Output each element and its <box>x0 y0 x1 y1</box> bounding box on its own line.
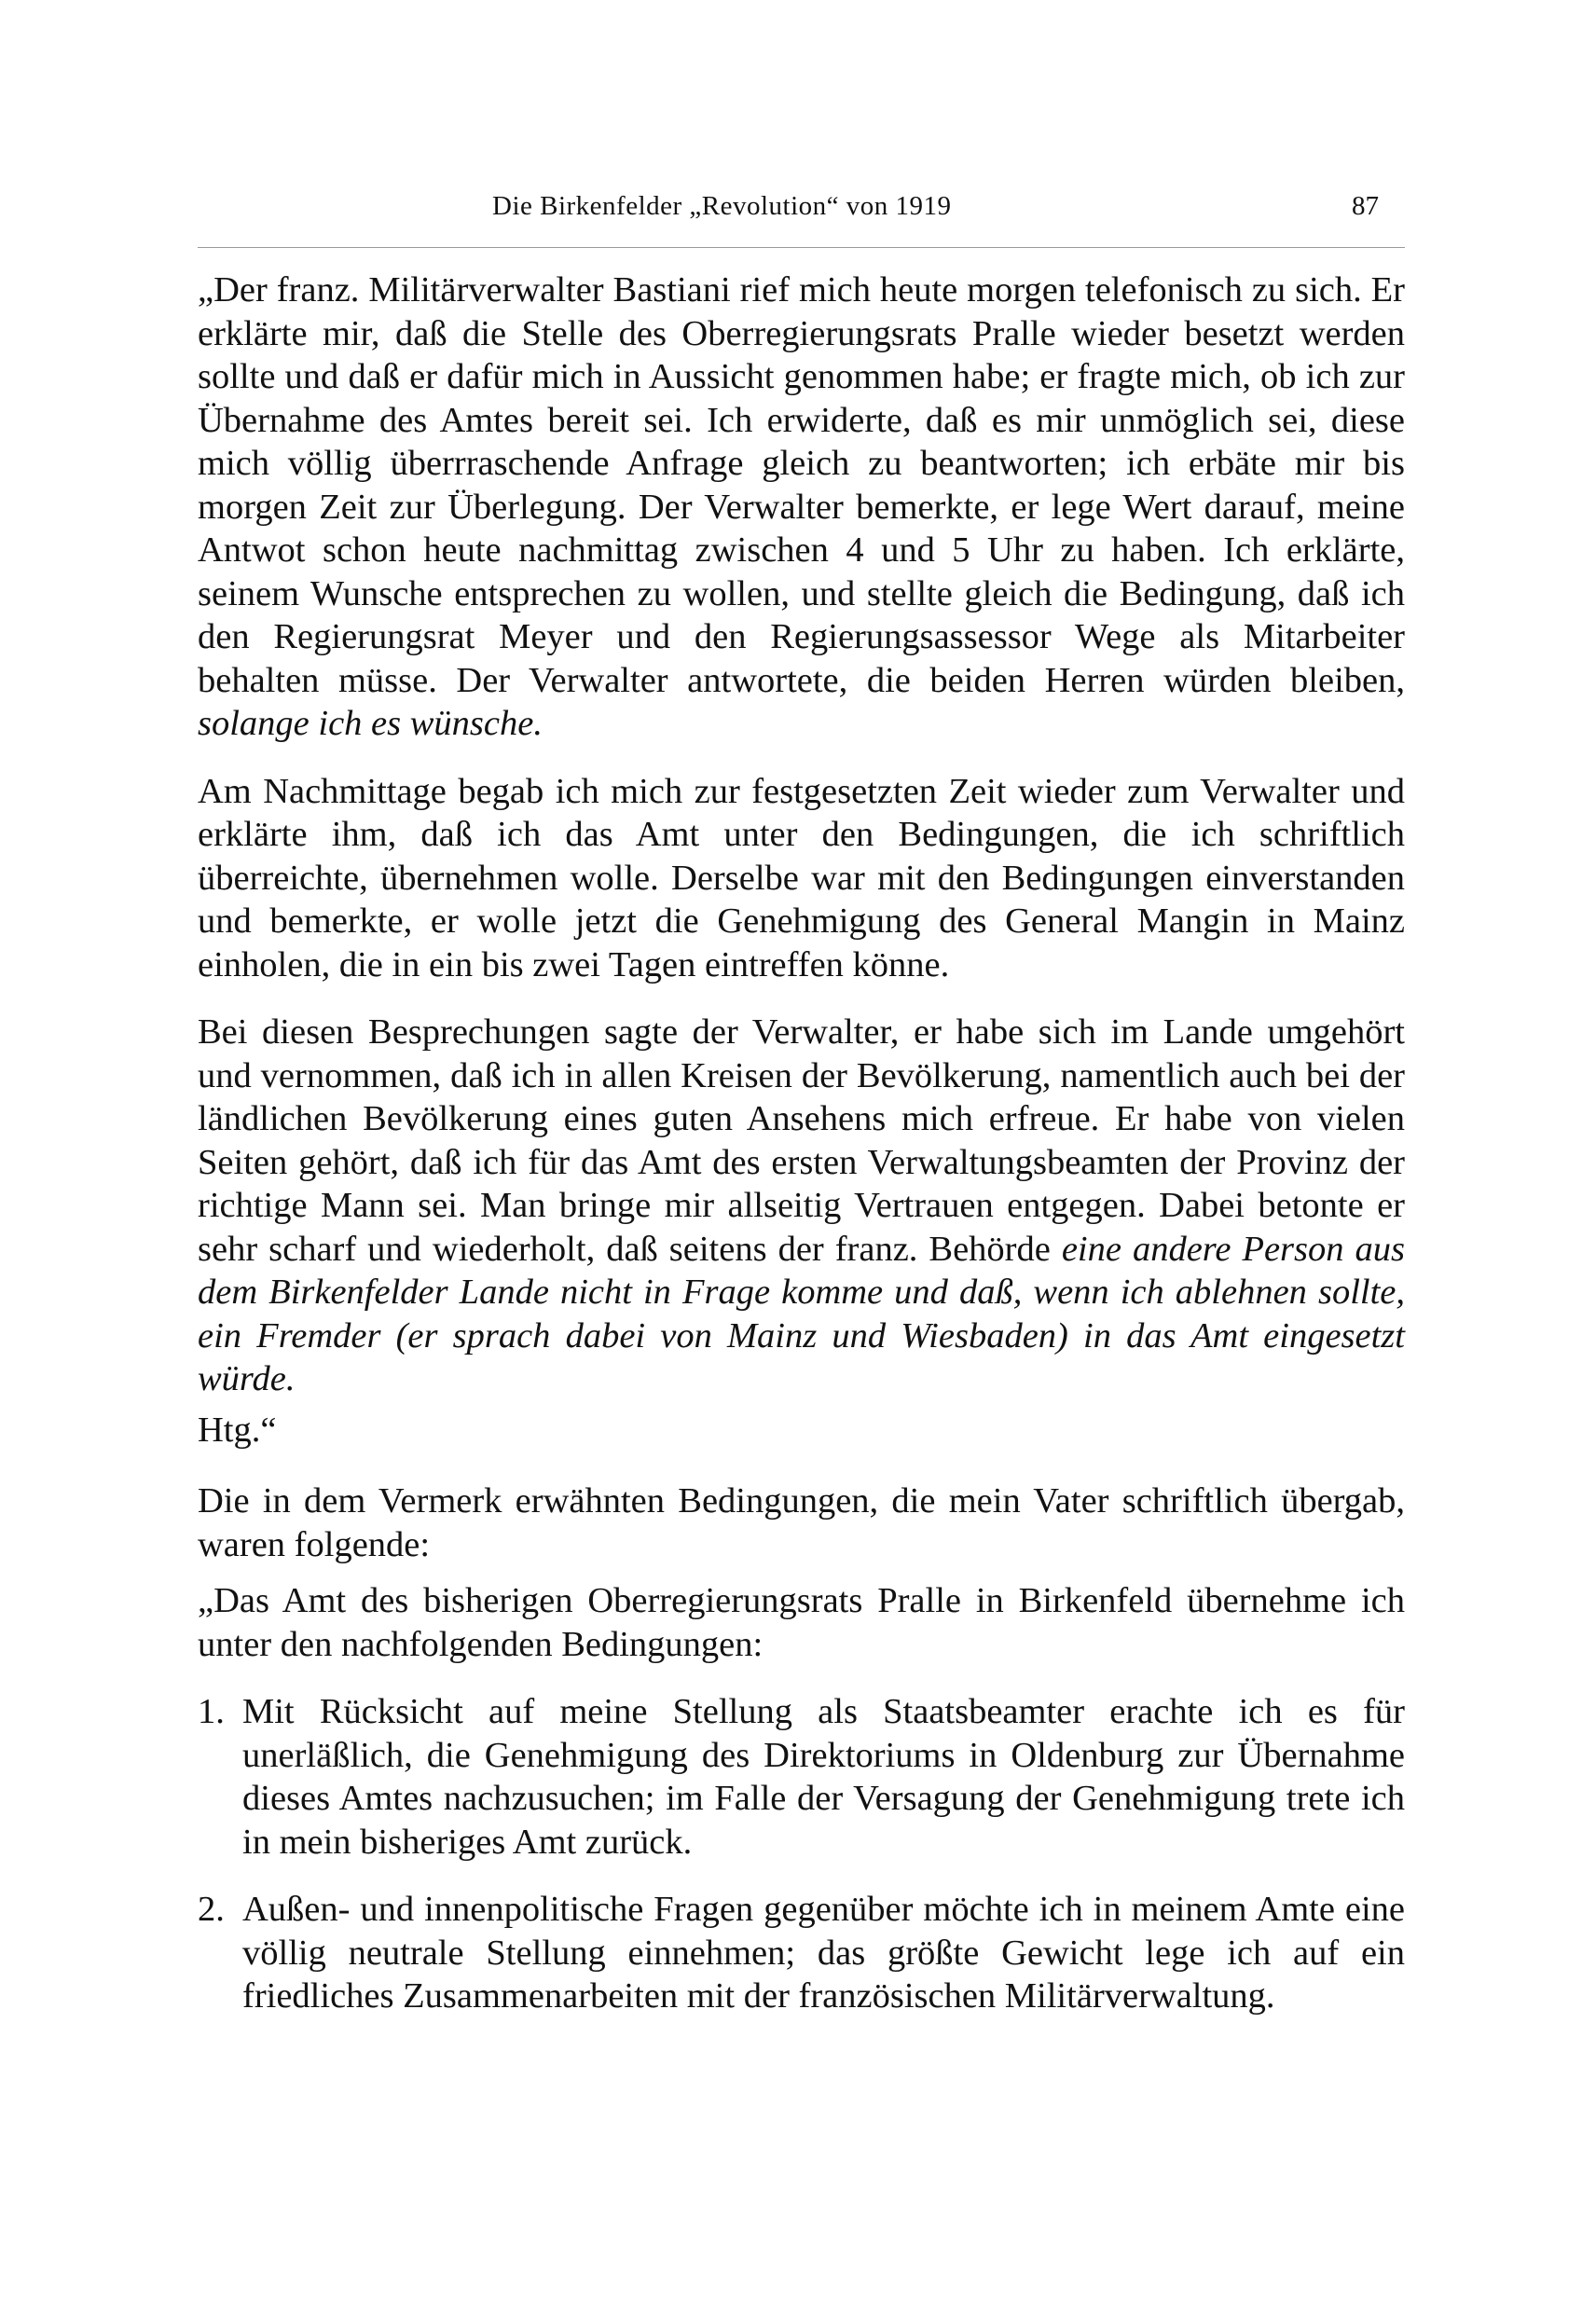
page-number: 87 <box>1352 191 1379 221</box>
paragraph-1-text: „Der franz. Militärverwalter Bastiani rief mich heute morgen telefonisch zu sich. Er erklärte mir, daß die Stelle des Oberregierungsrats Pralle wieder besetzt werden sollte und daß er dafür mich in Aussicht genommen habe; er fragte mich, ob ich zur Übernahme des Amtes bereit sei. Ich erwiderte, daß es mir unmöglich sei, diese mich völlig überrraschende Anfrage gleich zu beantworten; ich erbäte mir bis morgen Zeit zur Überlegung. Der Verwalter bemerkte, er lege Wert darauf, meine Antwot schon heute nachmittag zwischen 4 und 5 Uhr zu haben. Ich erklärte, seinem Wunsche entsprechen zu wollen, und stellte gleich die Bedingung, daß ich den Regierungsrat Meyer und den Regierungsassessor Wege als Mitarbeiter behalten müsse. Der Verwalter antwortete, die beiden Herren würden bleiben, <box>198 270 1405 700</box>
paragraph-5: „Das Amt des bisherigen Oberregierungsrats Pralle in Birkenfeld übernehme ich unter den nachfolgenden Bedingungen: <box>198 1581 1405 1664</box>
body-text <box>198 268 1405 2043</box>
paragraph-2: Am Nachmittage begab ich mich zur festgesetzten Zeit wieder zum Verwalter und erklärte ihm, daß ich das Amt unter den Bedingungen, die ich schriftlich überreichte, übernehmen wolle. Derselbe war mit den Bedingungen einverstanden und bemerkte, er wolle jetzt die Genehmigung des General Mangin in Mainz einholen, die in ein bis zwei Tagen eintreffen könne. <box>198 771 1405 984</box>
condition-item <box>198 1888 1405 2018</box>
signature: Htg.“ <box>198 1410 277 1450</box>
header-divider <box>198 247 1405 248</box>
condition-item <box>198 1690 1405 1864</box>
condition-text: Mit Rücksicht auf meine Stellung als Staatsbeamter erachte ich es für unerläßlich, die Genehmigung des Direktoriums in Oldenburg zur Übernahme dieses Amtes nachzusuchen; im Falle der Versagung der Genehmigung trete ich in mein bisheriges Amt zurück. <box>242 1692 1405 1862</box>
condition-number: 2. <box>198 1890 225 1929</box>
paragraph-3 <box>198 1011 1405 1401</box>
paragraph-1 <box>198 268 1405 746</box>
running-header-title: Die Birkenfelder „Revolution“ von 1919 <box>492 191 952 221</box>
paragraph-1-italic: solange ich es wünsche. <box>198 704 543 743</box>
paragraph-3-text: Bei diesen Besprechungen sagte der Verwalter, er habe sich im Lande umgehört und vernommen, daß ich in allen Kreisen der Bevölkerung, namentlich auch bei der ländlichen Bevölkerung eines guten Ansehens mich erfreue. Er habe von vielen Seiten gehört, daß ich für das Amt des ersten Verwaltungsbeamten der Provinz der richtige Mann sei. Man bringe mir allseitig Vertrauen entgegen. Dabei betonte er sehr scharf und wiederholt, daß seitens der franz. Behörde <box>198 1012 1405 1269</box>
condition-text: Außen- und innenpolitische Fragen gegenüber möchte ich in meinem Amte eine völlig neutrale Stellung einnehmen; das größte Gewicht lege ich auf ein friedliches Zusammenarbeiten mit der französischen Militärverwaltung. <box>242 1890 1405 2016</box>
condition-number: 1. <box>198 1692 225 1731</box>
paragraph-3-italic: eine andere Person aus dem Birkenfelder Lande nicht in Frage komme und daß, wenn ich ablehnen sollte, ein Fremder (er sprach dabei von Mainz und Wiesbaden) in das Amt eingesetzt würde. <box>198 1229 1405 1398</box>
paragraph-4: Die in dem Vermerk erwähnten Bedingungen, die mein Vater schriftlich übergab, waren folgende: <box>198 1481 1405 1564</box>
